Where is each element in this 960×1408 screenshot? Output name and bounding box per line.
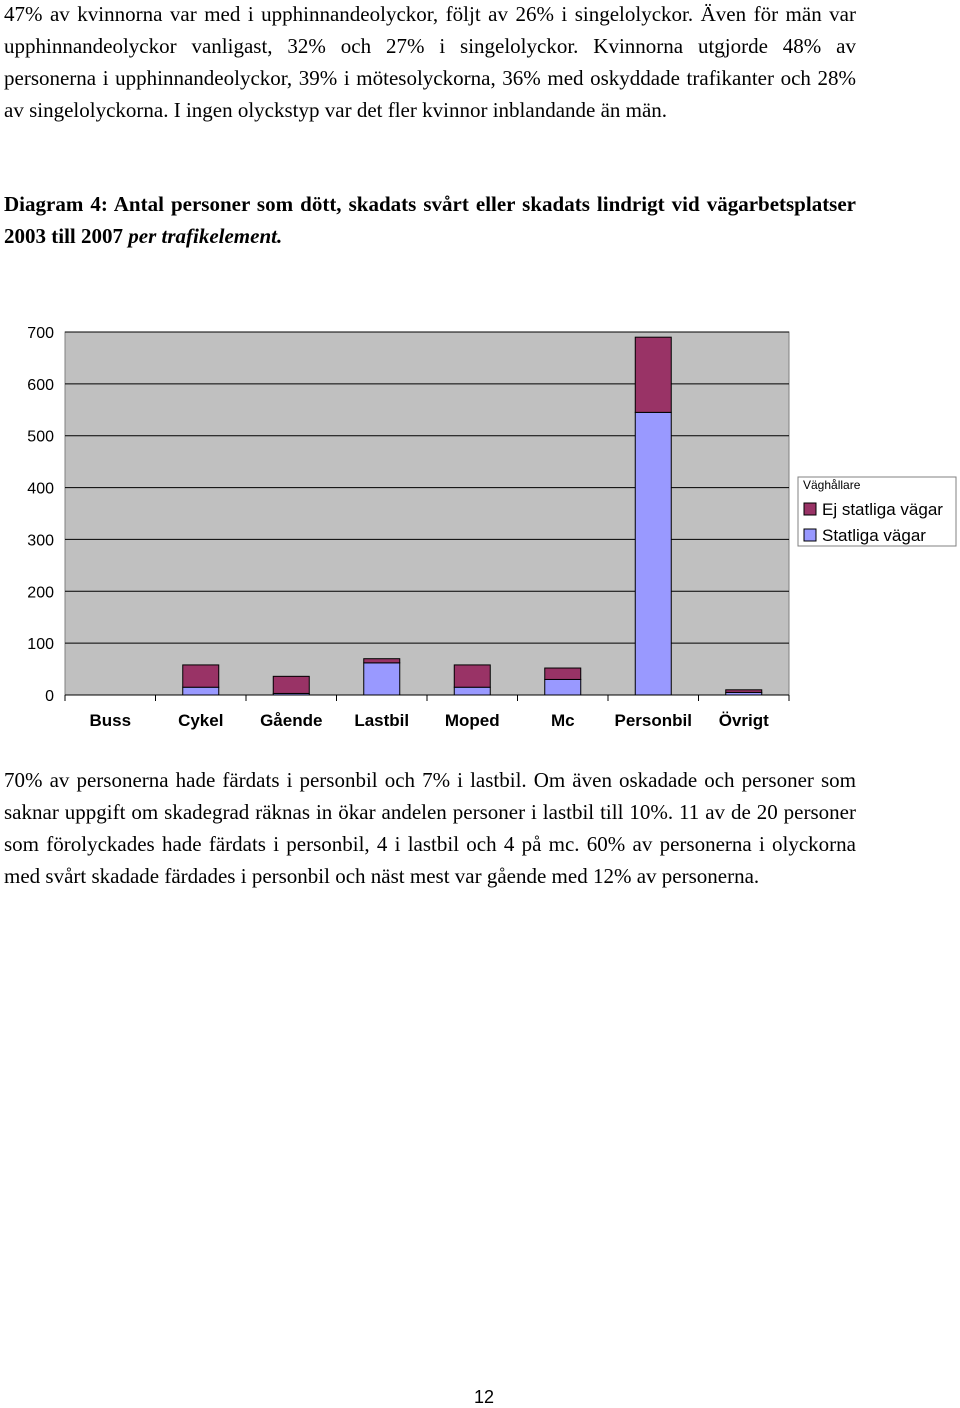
bar-mc-ej-statliga	[545, 668, 581, 679]
bar-moped-ej-statliga	[454, 665, 490, 687]
bar-lastbil-statliga	[364, 663, 400, 695]
chart-caption	[4, 188, 856, 252]
bar-personbil-ej-statliga	[635, 337, 671, 412]
caption-main: Diagram 4: Antal personer som dött, skadats svårt eller skadats lindrigt vid vägarbetsplatser 2003 till 2007	[4, 192, 856, 248]
y-tick-label-100: 100	[27, 636, 54, 654]
intro-paragraph: 47% av kvinnorna var med i upphinnandeolyckor, följt av 26% i singelolyckor. Även för män var upphinnandeolyckor vanligast, 32% och 27% i singelolyckor. Kvinnorna utgjorde 48% av personerna i upphinnandeolyckor, 39% i mötesolyckorna, 36% med oskyddade trafikanter och 28% av singelolyckorna. I ingen olyckstyp var det fler kvinnor inblandande än män.	[4, 2, 856, 122]
x-tick-label-övrigt: Övrigt	[718, 711, 769, 730]
bar-cykel-statliga	[183, 687, 219, 695]
x-tick-label-gående: Gående	[260, 711, 323, 730]
bar-lastbil-ej-statliga	[364, 659, 400, 663]
y-tick-label-500: 500	[27, 428, 54, 446]
y-tick-label-400: 400	[27, 480, 54, 498]
legend-swatch-statliga	[804, 529, 816, 541]
x-tick-label-mc: Mc	[550, 711, 575, 730]
legend-label-ej-statliga: Ej statliga vägar	[822, 500, 943, 519]
x-tick-label-cykel: Cykel	[178, 711, 224, 730]
body-paragraph: 70% av personerna hade färdats i personbil och 7% i lastbil. Om även oskadade och personer som saknar uppgift om skadegrad räknas in ökar andelen personer i lastbil till 10%. 11 av de 20 personer som förolyckades hade färdats i personbil, 4 i lastbil och 4 på mc. 60% av personerna i olyckorna med svårt skadade färdades i personbil och näst mest var gående med 12% av personerna.	[4, 768, 856, 888]
stacked-bar-chart	[0, 315, 960, 745]
bar-gående-ej-statliga	[273, 676, 309, 693]
x-tick-label-buss: Buss	[89, 711, 132, 730]
legend-title: Väghållare	[803, 478, 861, 492]
y-tick-label-600: 600	[27, 376, 54, 394]
chart-legend	[798, 477, 956, 546]
caption-italic: per trafikelement.	[128, 224, 283, 248]
legend-label-statliga: Statliga vägar	[822, 526, 926, 545]
y-tick-label-200: 200	[27, 584, 54, 602]
bar-moped-statliga	[454, 687, 490, 695]
bar-cykel-ej-statliga	[183, 665, 219, 687]
bar-personbil-statliga	[635, 412, 671, 695]
plot-area	[65, 332, 789, 695]
x-tick-label-lastbil: Lastbil	[354, 711, 410, 730]
y-tick-label-0: 0	[45, 688, 54, 705]
x-tick-label-moped: Moped	[444, 711, 500, 730]
page-number: 12	[473, 1387, 495, 1407]
x-tick-label-personbil: Personbil	[614, 711, 692, 730]
legend-swatch-ej-statliga	[804, 503, 816, 515]
y-tick-label-700: 700	[27, 325, 54, 342]
y-tick-label-300: 300	[27, 532, 54, 550]
bar-mc-statliga	[545, 679, 581, 695]
bar-övrigt-ej-statliga	[726, 690, 762, 693]
